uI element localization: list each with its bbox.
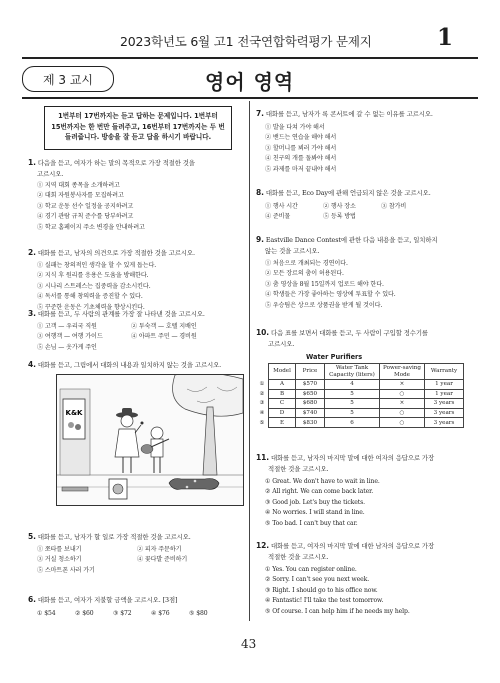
water-purifier-table — [256, 363, 464, 428]
table-cell: ○ — [380, 418, 425, 428]
question-stem: 대화를 듣고, 남자의 의견으로 가장 적절한 것을 고르시오. — [37, 249, 195, 257]
answer-option[interactable]: ① 행사 시간 — [265, 203, 298, 210]
question-2 — [28, 247, 195, 313]
header-divider — [22, 57, 478, 59]
answer-option[interactable]: ② 모든 장르의 춤이 허용된다. — [265, 270, 344, 278]
question-number: 2. — [28, 248, 36, 257]
subject-title: 영어 영역 — [205, 70, 295, 94]
answer-option[interactable]: ⑤ 꾸준한 운동은 기초체력을 향상시킨다. — [37, 303, 145, 311]
table-cell: A — [269, 380, 296, 390]
answer-option[interactable]: ② 밴드는 연습을 해야 해서 — [265, 134, 337, 142]
option-marker: ③ — [259, 400, 265, 407]
question-3 — [28, 308, 205, 353]
period-badge: 제 3 교시 — [22, 66, 114, 92]
answer-option[interactable]: ④ No worries. I will stand in line. — [265, 509, 365, 517]
answer-option[interactable]: ④ 학생들은 가장 좋아하는 영상에 투표할 수 있다. — [265, 291, 396, 299]
question-12 — [256, 540, 434, 617]
answer-option[interactable]: ③ Good job. Let's buy the tickets. — [265, 498, 365, 506]
answer-option[interactable]: ⑤ 과제를 마저 끝내야 해서 — [265, 165, 337, 173]
table-cell: 4 — [325, 380, 380, 390]
option-marker: ⑤ — [259, 419, 265, 426]
notice-line: 1번부터 17번까지는 듣고 답하는 문제입니다. 1번부터 — [58, 112, 218, 120]
question-stem: 대화를 듣고, 여자의 마지막 말에 대한 남자의 응답으로 가장 — [270, 542, 435, 550]
question-8 — [256, 187, 431, 223]
table-cell: 1 year — [425, 380, 464, 390]
table-cell: 5 — [325, 408, 380, 418]
question-stem: 적절한 것을 고르시오. — [268, 465, 329, 473]
answer-option[interactable]: ① $54 — [37, 610, 56, 617]
answer-option[interactable]: ③ 시나리 스트레스는 집중력을 감소시킨다. — [37, 282, 151, 290]
question-stem: 대화를 듣고, 남자가 할 일로 가장 적절한 것을 고르시오. — [37, 533, 191, 541]
question-7 — [256, 108, 433, 175]
table-cell: $830 — [296, 418, 325, 428]
notice-line: 15번까지는 한 번만 들려주고, 16번부터 17번까지는 두 번 — [51, 122, 225, 131]
answer-option[interactable]: ① 쪼타를 보내기 — [37, 546, 82, 553]
table-cell: 5 — [325, 389, 380, 399]
answer-option[interactable]: ① 고객 — 우리국 직원 — [37, 323, 97, 330]
poster-icon — [63, 399, 85, 439]
table-cell: 3 years — [425, 408, 464, 418]
answer-option[interactable]: ① Yes. You can register online. — [265, 566, 357, 573]
question-stem: 않는 것을 고르시오. — [265, 247, 320, 255]
table-cell: ○ — [380, 389, 425, 399]
answer-option[interactable]: ⑤ 학교 홈페이지 주소 변경을 안내하려고 — [37, 223, 145, 231]
answer-option[interactable]: ② 피자 주문하기 — [137, 546, 182, 553]
question-stem: 적절한 것을 고르시오. — [268, 553, 329, 561]
answer-option[interactable]: ④ 독서를 통해 창의력을 증진할 수 있다. — [37, 293, 143, 301]
answer-option[interactable]: ④ 준비물 — [265, 213, 291, 221]
question-stem: 다음 표를 보면서 대화를 듣고, 두 사람이 구입할 정수기를 — [270, 329, 429, 337]
table-row[interactable] — [256, 389, 464, 399]
question-4-illustration — [56, 374, 244, 506]
question-stem: 다음을 듣고, 여자가 하는 말의 목적으로 가장 적절한 것을 — [37, 159, 195, 167]
answer-option[interactable]: ⑤ Too bad. I can't buy that car. — [265, 519, 358, 527]
speaker-icon — [109, 479, 127, 499]
question-stem: 대화를 듣고, 남자가 록 콘서트에 갈 수 없는 이유를 고르시오. — [265, 110, 433, 118]
guitarist-boy-icon — [141, 427, 169, 473]
question-number: 9. — [256, 235, 264, 244]
answer-option[interactable]: ② Sorry. I can't see you next week. — [265, 576, 370, 584]
question-number: 12. — [256, 541, 269, 550]
question-number: 4. — [28, 360, 36, 369]
option-marker: ② — [259, 390, 265, 397]
question-number: 11. — [256, 453, 269, 462]
column-divider — [249, 101, 250, 621]
question-number: 1. — [28, 158, 36, 167]
answer-option[interactable]: ③ 학교 운동 선수 일정을 공지하려고 — [37, 202, 134, 210]
table-header: Water Tank Capacity (liters) — [325, 364, 380, 380]
table-cell: 3 years — [425, 418, 464, 428]
answer-option[interactable]: ③ 여행객 — 여행 가이드 — [37, 333, 103, 341]
table-cell: D — [269, 408, 296, 418]
answer-option[interactable]: ③ 춤 영상을 8월 15일까지 업로드 해야 한다. — [265, 280, 384, 288]
page-number-bottom: 43 — [241, 637, 257, 651]
question-9 — [256, 234, 438, 311]
answer-option[interactable]: ① 실패는 창의적인 생각을 할 수 있게 돕는다. — [37, 262, 157, 269]
question-number: 3. — [28, 309, 36, 318]
street-scene-illustration — [57, 375, 244, 506]
question-number: 8. — [256, 188, 264, 197]
table-cell: 6 — [325, 418, 380, 428]
table-cell: $570 — [296, 380, 325, 390]
table-cell: B — [269, 389, 296, 399]
answer-option[interactable]: ③ 참가비 — [381, 203, 407, 210]
table-cell: $650 — [296, 389, 325, 399]
table-header: Power-saving Mode — [380, 364, 425, 380]
answer-option[interactable]: ④ $76 — [151, 610, 170, 617]
table-cell: × — [380, 399, 425, 409]
answer-option[interactable]: ② 대회 자원봉사자를 모집하려고 — [37, 192, 124, 200]
answer-option[interactable]: ② 투숙객 — 호텔 지배인 — [131, 323, 197, 330]
question-5 — [28, 531, 191, 576]
table-row[interactable] — [256, 408, 464, 418]
answer-option[interactable]: ① 지역 대회 종목을 소개하려고 — [37, 182, 120, 189]
table-row[interactable] — [256, 399, 464, 409]
subheader-divider — [22, 97, 478, 99]
question-stem: 고르시오. — [268, 340, 295, 348]
answer-option[interactable]: ② 행사 장소 — [323, 203, 356, 210]
question-6 — [28, 594, 208, 619]
singer-woman-icon — [115, 408, 144, 473]
listening-notice — [44, 106, 232, 150]
answer-option[interactable]: ⑤ 스마트폰 사러 가기 — [37, 566, 95, 574]
table-header: Warranty — [425, 364, 464, 380]
answer-option[interactable]: ③ $72 — [113, 610, 132, 617]
answer-option[interactable]: ⑤ 등록 방법 — [323, 213, 356, 221]
table-cell: 5 — [325, 399, 380, 409]
answer-option[interactable]: ④ 친구의 개를 돌봐야 해서 — [265, 155, 337, 163]
question-number: 5. — [28, 532, 36, 541]
answer-option[interactable]: ④ 꽃다발 준비하기 — [137, 556, 188, 564]
question-stem: Eastville Dance Contest에 관한 다음 내용을 듣고, 일치하지 — [265, 236, 438, 244]
question-10 — [256, 327, 428, 350]
question-stem: 대화를 듣고, 남자의 마지막 말에 대한 여자의 응답으로 가장 — [270, 454, 435, 462]
notice-line: 들려줍니다. 방송을 잘 듣고 답을 하시기 바랍니다. — [64, 133, 212, 141]
question-number: 6. — [28, 595, 36, 604]
table-title: Water Purifiers — [306, 353, 363, 361]
table-row[interactable] — [256, 418, 464, 428]
answer-option[interactable]: ① 발을 다쳐 가야 해서 — [265, 124, 325, 131]
poster-text: K&K — [65, 409, 83, 417]
answer-option[interactable]: ① Great. We don't have to wait in line. — [265, 478, 380, 485]
answer-option[interactable]: ① 처음으로 개최되는 경연이다. — [265, 260, 348, 267]
table-header: Price — [296, 364, 325, 380]
table-cell: E — [269, 418, 296, 428]
table-cell: 1 year — [425, 389, 464, 399]
answer-option[interactable]: ④ Fantastic! I'll take the test tomorrow. — [265, 597, 384, 605]
table-cell: ○ — [380, 408, 425, 418]
answer-option[interactable]: ③ 할머니를 뵈러 가야 해서 — [265, 144, 337, 152]
table-cell: $680 — [296, 399, 325, 409]
answer-option[interactable]: ② All right. We can come back later. — [265, 488, 374, 496]
option-marker: ① — [259, 381, 265, 388]
table-cell: 3 years — [425, 399, 464, 409]
answer-option[interactable]: ⑤ $80 — [189, 610, 208, 617]
table-row[interactable] — [256, 380, 464, 390]
question-11 — [256, 452, 434, 529]
answer-option[interactable]: ⑤ Of course. I can help him if he needs my help. — [265, 607, 410, 615]
answer-option[interactable]: ④ 아파트 주민 — 경비원 — [131, 333, 197, 341]
question-stem: 대화를 듣고, 두 사람의 관계를 가장 잘 나타낸 것을 고르시오. — [37, 310, 205, 318]
question-stem: 대화를 듣고, 그림에서 대화의 내용과 일치하지 않는 것을 고르시오. — [37, 361, 222, 369]
table-cell: C — [269, 399, 296, 409]
table-cell: × — [380, 380, 425, 390]
table-header: Model — [269, 364, 296, 380]
page-number-top: 1 — [437, 24, 454, 51]
tree-icon — [173, 375, 243, 475]
option-marker: ④ — [259, 410, 265, 417]
guitar-case-icon — [169, 479, 219, 490]
question-stem: 고르시오. — [37, 170, 64, 178]
question-number: 7. — [256, 109, 264, 118]
answer-option[interactable]: ⑤ 손님 — 옷가게 주인 — [37, 343, 97, 351]
question-number: 10. — [256, 328, 269, 337]
exam-title: 2023학년도 6월 고1 전국연합학력평가 문제지 — [120, 34, 372, 49]
answer-option[interactable]: ④ 경기 관람 규칙 준수를 당부하려고 — [37, 213, 134, 221]
table-cell: $740 — [296, 408, 325, 418]
answer-option[interactable]: ② $60 — [75, 610, 94, 617]
answer-option[interactable]: ③ Right. I should go to his office now. — [265, 586, 378, 594]
answer-option[interactable]: ② 지식 후 원리를 응용은 도움을 방해한다. — [37, 272, 149, 280]
question-1 — [28, 157, 195, 233]
answer-option[interactable]: ⑤ 우승팀은 상으로 상품권을 받게 될 것이다. — [265, 301, 383, 309]
question-stem: 대화를 듣고, 여자가 지불할 금액을 고르시오. [3점] — [37, 596, 178, 604]
question-stem: 대화를 듣고, Eco Day에 관해 언급되지 않은 것을 고르시오. — [265, 189, 431, 197]
answer-option[interactable]: ③ 거실 청소하기 — [37, 556, 82, 564]
question-4 — [28, 359, 221, 371]
